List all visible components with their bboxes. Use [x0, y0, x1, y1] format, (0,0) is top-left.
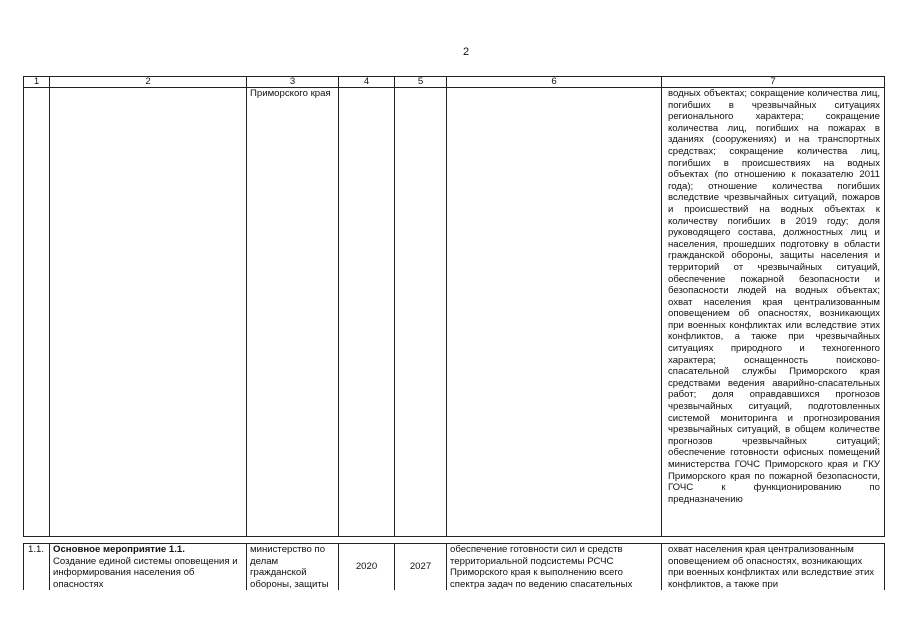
- row-gap: [24, 537, 885, 544]
- document-table: [23, 76, 885, 590]
- header-cell-6: 6: [447, 77, 662, 88]
- measure-text: Создание единой системы оповещения и информирования населения об опасностях: [53, 555, 238, 590]
- header-cell-1: 1: [24, 77, 50, 88]
- table-row: [24, 544, 885, 591]
- row2-col6: обеспечение готовности сил и средств территориальной подсистемы РСЧС Приморского края к выполнению всего спектра задач по ведению спасательных: [447, 544, 662, 591]
- header-cell-7: 7: [662, 77, 885, 88]
- row2-col3: министерство по делам гражданской обороны, защиты: [247, 544, 339, 591]
- row2-col7: охват населения края централизованным оповещением об опасностях, возникающих при военных конфликтах или вследствие этих конфликтов, а также при: [662, 544, 885, 591]
- measure-title: Основное мероприятие 1.1.: [53, 544, 185, 555]
- row1-col4: [339, 88, 395, 537]
- header-cell-4: 4: [339, 77, 395, 88]
- row2-col4: 2020: [339, 544, 395, 591]
- row1-col5: [395, 88, 447, 537]
- row1-col1: [24, 88, 50, 537]
- table-row: [24, 88, 885, 537]
- header-cell-3: 3: [247, 77, 339, 88]
- page-number: 2: [462, 46, 470, 58]
- header-cell-2: 2: [50, 77, 247, 88]
- row1-col3: Приморского края: [247, 88, 339, 537]
- row2-col1: 1.1.: [24, 544, 50, 591]
- row1-col6: [447, 88, 662, 537]
- header-cell-5: 5: [395, 77, 447, 88]
- row2-col5: 2027: [395, 544, 447, 591]
- row2-col2: [50, 544, 247, 591]
- header-row: [24, 77, 885, 88]
- row1-col2: [50, 88, 247, 537]
- row1-col7: водных объектах; сокращение количества лиц, погибших в чрезвычайных ситуациях регионального характера; сокращение количества лиц, погибших на пожарах в зданиях (сооружениях) и на транспортных средствах; сокращение количества лиц, погибших в происшествиях на водных объектах (по отношению к показателю 2011 года); отношение количества погибших вследствие чрезвычайных ситуаций, пожаров и происшествий на водных объектах к количеству погибших в 2019 году; доля руководящего состава, должностных лиц и населения, прошедших подготовку в области гражданской обороны, защиты населения и территорий от чрезвычайных ситуаций, обеспечение пожарной безопасности и безопасности людей на водных объектах; охват населения края централизованным оповещением об опасностях, возникающих при военных конфликтах или вследствие этих конфликтов, а также при чрезвычайных ситуациях природного и техногенного характера; оснащенность поисково-спасательной службы Приморского края средствами ведения аварийно-спасательных работ; доля оправдавшихся прогнозов чрезвычайных ситуаций, подготовленных системой мониторинга и прогнозирования чрезвычайных ситуаций, в общем количестве прогнозов чрезвычайных ситуаций; обеспечение готовности офисных помещений министерства ГОЧС Приморского края и ГКУ Приморского края по пожарной безопасности, ГОЧС к функционированию по предназначению: [662, 88, 885, 537]
